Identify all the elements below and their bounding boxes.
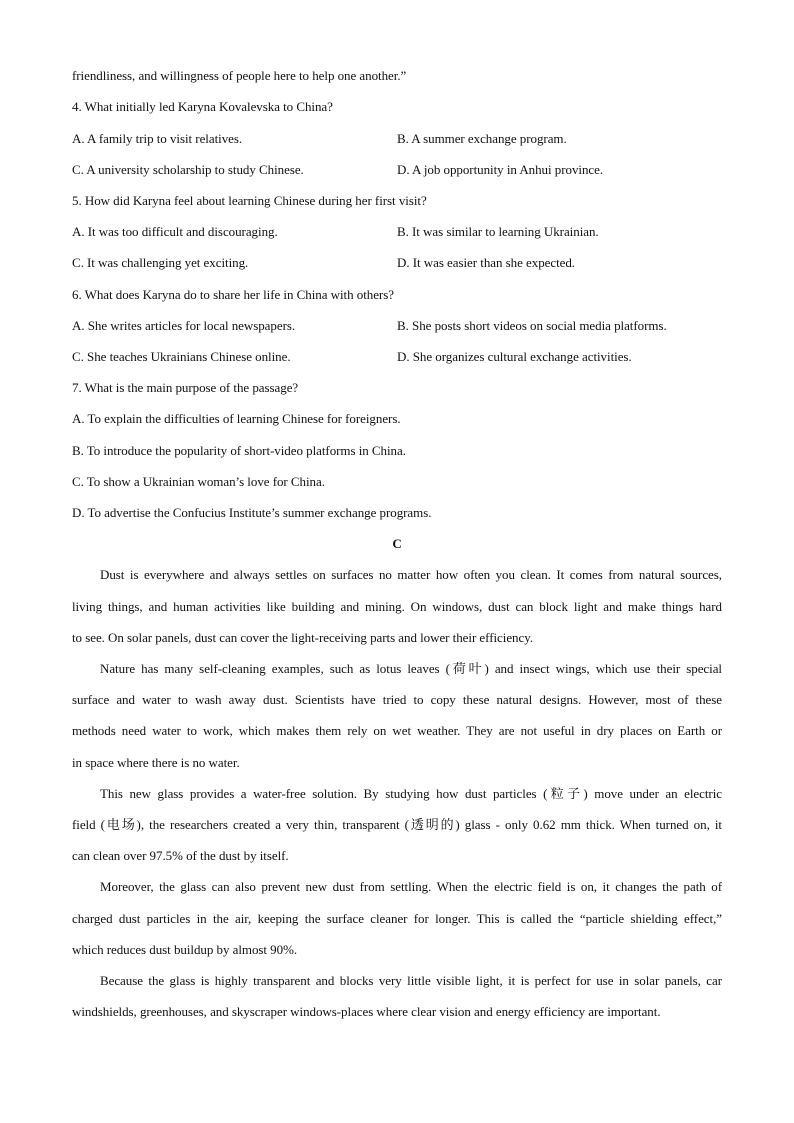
question-6-option-b: B. She posts short videos on social media platforms.: [397, 318, 667, 333]
passage-line: surface and water to wash away dust. Scientists have tried to copy these natural designs. However, most of these: [72, 692, 722, 707]
question-4-option-a: A. A family trip to visit relatives.: [72, 131, 243, 146]
question-7-option-a: A. To explain the difficulties of learning Chinese for foreigners.: [72, 411, 401, 426]
passage-line: can clean over 97.5% of the dust by itself.: [72, 848, 289, 863]
question-4-stem: 4. What initially led Karyna Kovalevska to China?: [72, 99, 333, 114]
question-5-option-b: B. It was similar to learning Ukrainian.: [397, 224, 599, 239]
question-7-option-d: D. To advertise the Confucius Institute’s summer exchange programs.: [72, 505, 432, 520]
passage-line: Dust is everywhere and always settles on surfaces no matter how often you clean. It comes from natural sources,: [100, 567, 722, 582]
passage-line: in space where there is no water.: [72, 755, 240, 770]
question-5-stem: 5. How did Karyna feel about learning Chinese during her first visit?: [72, 193, 427, 208]
passage-line: Because the glass is highly transparent and blocks very little visible light, it is perfect for use in solar panels, car: [100, 973, 722, 988]
question-7-option-c: C. To show a Ukrainian woman’s love for China.: [72, 474, 325, 489]
question-7-stem: 7. What is the main purpose of the passage?: [72, 380, 299, 395]
question-6-stem: 6. What does Karyna do to share her life in China with others?: [72, 287, 394, 302]
question-7-option-b: B. To introduce the popularity of short-video platforms in China.: [72, 443, 406, 458]
question-4-option-b: B. A summer exchange program.: [397, 131, 567, 146]
question-5-option-a: A. It was too difficult and discouraging.: [72, 224, 278, 239]
question-5-option-c: C. It was challenging yet exciting.: [72, 255, 249, 270]
passage-line: which reduces dust buildup by almost 90%.: [72, 942, 298, 957]
passage-b-last-line: friendliness, and willingness of people here to help one another.”: [72, 68, 407, 83]
passage-line: windshields, greenhouses, and skyscraper windows-places where clear vision and energy efficiency are important.: [72, 1004, 661, 1019]
passage-line: charged dust particles in the air, keeping the surface cleaner for longer. This is called the “particle shielding effect,”: [72, 911, 722, 926]
question-6-option-a: A. She writes articles for local newspapers.: [72, 318, 296, 333]
passage-line: methods need water to work, which makes them rely on wet weather. They are not useful in dry places on Earth or: [72, 723, 722, 738]
passage-line: Nature has many self-cleaning examples, such as lotus leaves (荷叶) and insect wings, which use their special: [100, 661, 722, 676]
section-heading: C: [392, 536, 402, 551]
passage-line: living things, and human activities like building and mining. On windows, dust can block light and make things hard: [72, 599, 722, 614]
question-6-option-c: C. She teaches Ukrainians Chinese online.: [72, 349, 291, 364]
question-4-option-c: C. A university scholarship to study Chinese.: [72, 162, 304, 177]
question-4-option-d: D. A job opportunity in Anhui province.: [397, 162, 604, 177]
question-5-option-d: D. It was easier than she expected.: [397, 255, 576, 270]
passage-line: This new glass provides a water-free solution. By studying how dust particles (粒子) move under an electric: [100, 786, 722, 801]
passage-line: Moreover, the glass can also prevent new dust from settling. When the electric field is on, it changes the path of: [100, 879, 722, 894]
passage-line: field (电场), the researchers created a very thin, transparent (透明的) glass - only 0.62 mm thick. When turned on, it: [72, 817, 722, 832]
passage-line: to see. On solar panels, dust can cover the light-receiving parts and lower their efficiency.: [72, 630, 534, 645]
question-6-option-d: D. She organizes cultural exchange activities.: [397, 349, 632, 364]
